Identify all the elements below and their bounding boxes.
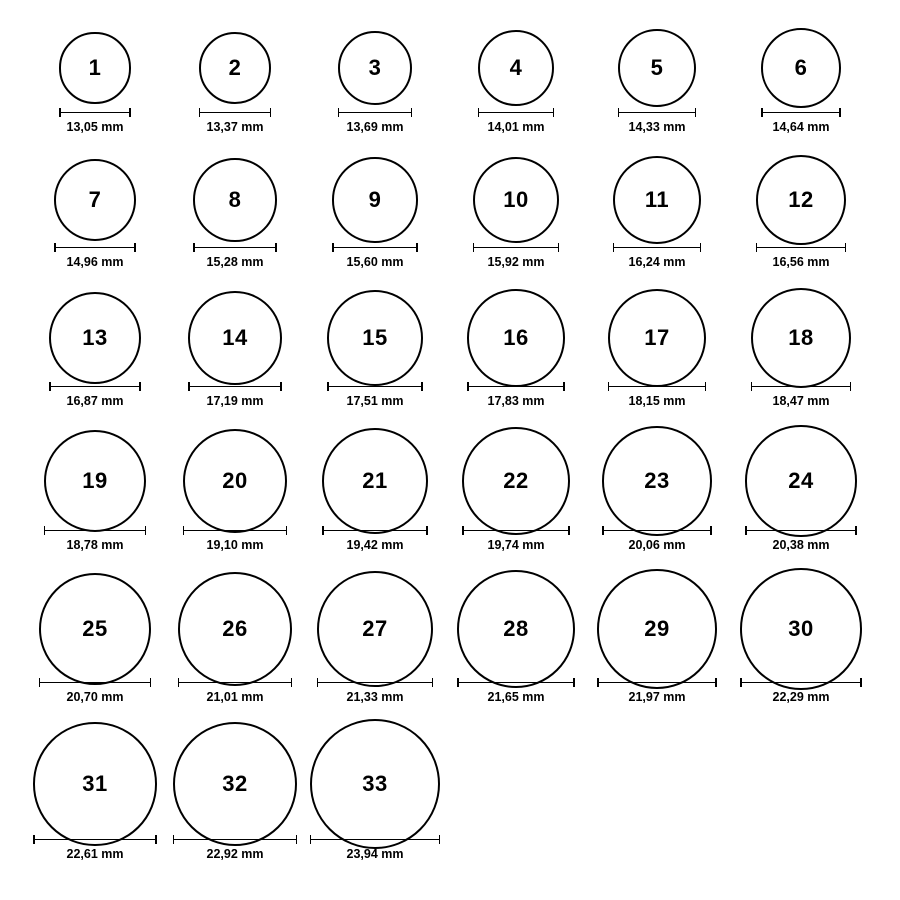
ring-size-cell xyxy=(587,289,727,408)
ring-measurement xyxy=(165,678,305,704)
ring-diameter-label: 16,56 mm xyxy=(772,254,830,269)
ring-diameter-label: 18,47 mm xyxy=(772,393,830,408)
ring-number: 26 xyxy=(222,615,248,641)
ring-diameter-label: 21,97 mm xyxy=(628,689,686,704)
ring-measurement xyxy=(305,526,445,552)
ring-measurement xyxy=(446,526,586,552)
caliper-icon xyxy=(332,243,417,252)
ring-size-cell xyxy=(587,569,727,704)
ring-measurement xyxy=(165,108,305,134)
ring-size-cell xyxy=(305,157,445,269)
caliper-icon xyxy=(173,835,298,844)
ring-size-cell xyxy=(25,292,165,408)
ring-diameter-label: 13,37 mm xyxy=(206,119,264,134)
ring-size-cell xyxy=(305,571,445,704)
ring-circle xyxy=(467,289,564,386)
ring-circle xyxy=(183,429,287,533)
ring-measurement xyxy=(731,526,871,552)
ring-measurement xyxy=(25,835,165,861)
ring-circle xyxy=(332,157,417,242)
ring-measurement xyxy=(165,243,305,269)
ring-diameter-label: 17,83 mm xyxy=(487,393,545,408)
ring-measurement xyxy=(587,382,727,408)
ring-measurement xyxy=(305,678,445,704)
ring-measurement xyxy=(587,243,727,269)
ring-circle xyxy=(322,428,428,534)
ring-circle xyxy=(608,289,707,388)
ring-measurement xyxy=(731,382,871,408)
ring-diameter-label: 19,42 mm xyxy=(346,537,404,552)
ring-number: 12 xyxy=(788,186,814,212)
ring-size-cell xyxy=(446,289,586,408)
ring-number: 28 xyxy=(503,615,529,641)
ring-circle xyxy=(317,571,433,687)
ring-number: 22 xyxy=(503,467,529,493)
ring-size-cell xyxy=(25,430,165,552)
caliper-icon xyxy=(467,382,564,391)
ring-circle xyxy=(327,290,422,385)
ring-circle xyxy=(59,32,130,103)
caliper-icon xyxy=(756,243,846,252)
caliper-icon xyxy=(178,678,293,687)
caliper-icon xyxy=(193,243,276,252)
caliper-icon xyxy=(608,382,707,391)
ring-number: 25 xyxy=(82,615,108,641)
ring-number: 7 xyxy=(88,186,102,212)
ring-diameter-label: 17,19 mm xyxy=(206,393,264,408)
ring-measurement xyxy=(587,526,727,552)
ring-number: 8 xyxy=(228,186,242,212)
ring-diameter-label: 14,33 mm xyxy=(628,119,686,134)
ring-circle xyxy=(54,159,136,241)
ring-size-cell xyxy=(165,32,305,134)
ring-size-cell xyxy=(587,29,727,134)
ring-number: 18 xyxy=(788,324,814,350)
caliper-icon xyxy=(740,678,861,687)
ring-diameter-label: 19,10 mm xyxy=(206,537,264,552)
ring-number: 14 xyxy=(222,324,248,350)
ring-measurement xyxy=(305,108,445,134)
ring-number: 17 xyxy=(644,324,670,350)
ring-measurement xyxy=(587,108,727,134)
caliper-icon xyxy=(44,526,146,535)
ring-number: 6 xyxy=(794,54,808,80)
caliper-icon xyxy=(618,108,696,117)
ring-diameter-label: 13,69 mm xyxy=(346,119,404,134)
caliper-icon xyxy=(478,108,554,117)
ring-size-cell xyxy=(25,722,165,861)
ring-circle xyxy=(597,569,717,689)
ring-number: 9 xyxy=(368,186,382,212)
ring-diameter-label: 14,01 mm xyxy=(487,119,545,134)
ring-circle xyxy=(193,158,276,241)
caliper-icon xyxy=(199,108,272,117)
ring-circle xyxy=(199,32,272,105)
ring-measurement xyxy=(305,243,445,269)
ring-measurement xyxy=(446,382,586,408)
caliper-icon xyxy=(322,526,428,535)
ring-size-cell xyxy=(731,155,871,269)
ring-circle xyxy=(756,155,846,245)
ring-number: 33 xyxy=(362,770,388,796)
ring-number: 29 xyxy=(644,615,670,641)
ring-circle xyxy=(44,430,146,532)
ring-diameter-label: 19,74 mm xyxy=(487,537,545,552)
ring-number: 16 xyxy=(503,324,529,350)
ring-size-cell xyxy=(305,31,445,134)
ring-size-cell xyxy=(305,428,445,552)
ring-number: 24 xyxy=(788,467,814,493)
ring-size-cell xyxy=(587,426,727,552)
ring-number: 10 xyxy=(503,186,529,212)
ring-size-cell xyxy=(165,572,305,704)
ring-diameter-label: 21,65 mm xyxy=(487,689,545,704)
ring-size-cell xyxy=(25,159,165,269)
ring-diameter-label: 14,64 mm xyxy=(772,119,830,134)
ring-diameter-label: 21,33 mm xyxy=(346,689,404,704)
caliper-icon xyxy=(457,678,575,687)
caliper-icon xyxy=(188,382,282,391)
caliper-icon xyxy=(602,526,711,535)
ring-number: 20 xyxy=(222,467,248,493)
ring-diameter-label: 18,78 mm xyxy=(66,537,124,552)
ring-number: 3 xyxy=(368,54,382,80)
ring-diameter-label: 23,94 mm xyxy=(346,846,404,861)
ring-circle xyxy=(33,722,156,845)
ring-circle xyxy=(178,572,293,687)
ring-circle xyxy=(462,427,570,535)
ring-size-cell xyxy=(25,32,165,134)
ring-diameter-label: 22,29 mm xyxy=(772,689,830,704)
caliper-icon xyxy=(462,526,570,535)
ring-size-cell xyxy=(25,573,165,704)
ring-measurement xyxy=(305,382,445,408)
ring-circle xyxy=(740,568,861,689)
ring-number: 21 xyxy=(362,467,388,493)
ring-size-cell xyxy=(446,570,586,704)
ring-size-cell xyxy=(587,156,727,269)
caliper-icon xyxy=(54,243,136,252)
ring-diameter-label: 15,28 mm xyxy=(206,254,264,269)
ring-circle xyxy=(745,425,856,536)
ring-size-cell xyxy=(731,28,871,134)
ring-measurement xyxy=(165,835,305,861)
ring-measurement xyxy=(446,243,586,269)
ring-size-cell xyxy=(446,427,586,552)
ring-measurement xyxy=(587,678,727,704)
ring-circle xyxy=(338,31,413,106)
ring-diameter-label: 15,60 mm xyxy=(346,254,404,269)
ring-size-cell xyxy=(731,568,871,704)
ring-circle xyxy=(173,722,298,847)
caliper-icon xyxy=(613,243,702,252)
caliper-icon xyxy=(597,678,717,687)
ring-size-cell xyxy=(165,291,305,408)
ring-diameter-label: 20,38 mm xyxy=(772,537,830,552)
ring-measurement xyxy=(165,382,305,408)
caliper-icon xyxy=(745,526,856,535)
ring-number: 30 xyxy=(788,615,814,641)
ring-circle xyxy=(49,292,141,384)
ring-circle xyxy=(39,573,152,686)
ring-size-cell xyxy=(165,429,305,552)
ring-number: 23 xyxy=(644,467,670,493)
ring-measurement xyxy=(731,243,871,269)
caliper-icon xyxy=(183,526,287,535)
caliper-icon xyxy=(327,382,422,391)
ring-size-cell xyxy=(446,157,586,269)
ring-diameter-label: 22,61 mm xyxy=(66,846,124,861)
ring-number: 13 xyxy=(82,324,108,350)
ring-measurement xyxy=(305,835,445,861)
caliper-icon xyxy=(338,108,413,117)
ring-diameter-label: 14,96 mm xyxy=(66,254,124,269)
ring-circle xyxy=(310,719,440,849)
ring-measurement xyxy=(165,526,305,552)
caliper-icon xyxy=(761,108,841,117)
ring-diameter-label: 16,87 mm xyxy=(66,393,124,408)
ring-measurement xyxy=(446,678,586,704)
ring-measurement xyxy=(25,526,165,552)
ring-number: 11 xyxy=(644,186,670,212)
caliper-icon xyxy=(59,108,130,117)
ring-diameter-label: 21,01 mm xyxy=(206,689,264,704)
ring-number: 19 xyxy=(82,467,108,493)
ring-circle xyxy=(473,157,560,244)
caliper-icon xyxy=(317,678,433,687)
ring-circle xyxy=(478,30,554,106)
ring-number: 5 xyxy=(650,54,664,80)
ring-diameter-label: 17,51 mm xyxy=(346,393,404,408)
ring-size-cell xyxy=(731,288,871,408)
ring-diameter-label: 22,92 mm xyxy=(206,846,264,861)
ring-number: 4 xyxy=(509,54,523,80)
caliper-icon xyxy=(473,243,560,252)
ring-measurement xyxy=(25,243,165,269)
caliper-icon xyxy=(751,382,852,391)
caliper-icon xyxy=(49,382,141,391)
ring-circle xyxy=(613,156,702,245)
ring-size-cell xyxy=(305,719,445,861)
ring-number: 2 xyxy=(228,54,242,80)
caliper-icon xyxy=(33,835,156,844)
ring-circle xyxy=(761,28,841,108)
ring-measurement xyxy=(446,108,586,134)
ring-diameter-label: 15,92 mm xyxy=(487,254,545,269)
ring-number: 31 xyxy=(82,770,108,796)
ring-measurement xyxy=(25,382,165,408)
ring-circle xyxy=(751,288,852,389)
ring-circle xyxy=(618,29,696,107)
ring-diameter-label: 20,06 mm xyxy=(628,537,686,552)
caliper-icon xyxy=(39,678,152,687)
ring-number: 1 xyxy=(88,54,102,80)
ring-measurement xyxy=(25,108,165,134)
ring-number: 15 xyxy=(362,324,388,350)
ring-circle xyxy=(188,291,282,385)
ring-number: 27 xyxy=(362,615,388,641)
ring-measurement xyxy=(731,108,871,134)
ring-diameter-label: 16,24 mm xyxy=(628,254,686,269)
ring-measurement xyxy=(731,678,871,704)
ring-size-cell xyxy=(305,290,445,408)
ring-measurement xyxy=(25,678,165,704)
ring-size-cell xyxy=(731,425,871,552)
ring-circle xyxy=(457,570,575,688)
ring-number: 32 xyxy=(222,770,248,796)
ring-diameter-label: 13,05 mm xyxy=(66,119,124,134)
ring-size-cell xyxy=(165,158,305,269)
ring-size-cell xyxy=(446,30,586,134)
ring-circle xyxy=(602,426,711,535)
ring-diameter-label: 18,15 mm xyxy=(628,393,686,408)
ring-size-cell xyxy=(165,722,305,861)
ring-diameter-label: 20,70 mm xyxy=(66,689,124,704)
caliper-icon xyxy=(310,835,440,844)
